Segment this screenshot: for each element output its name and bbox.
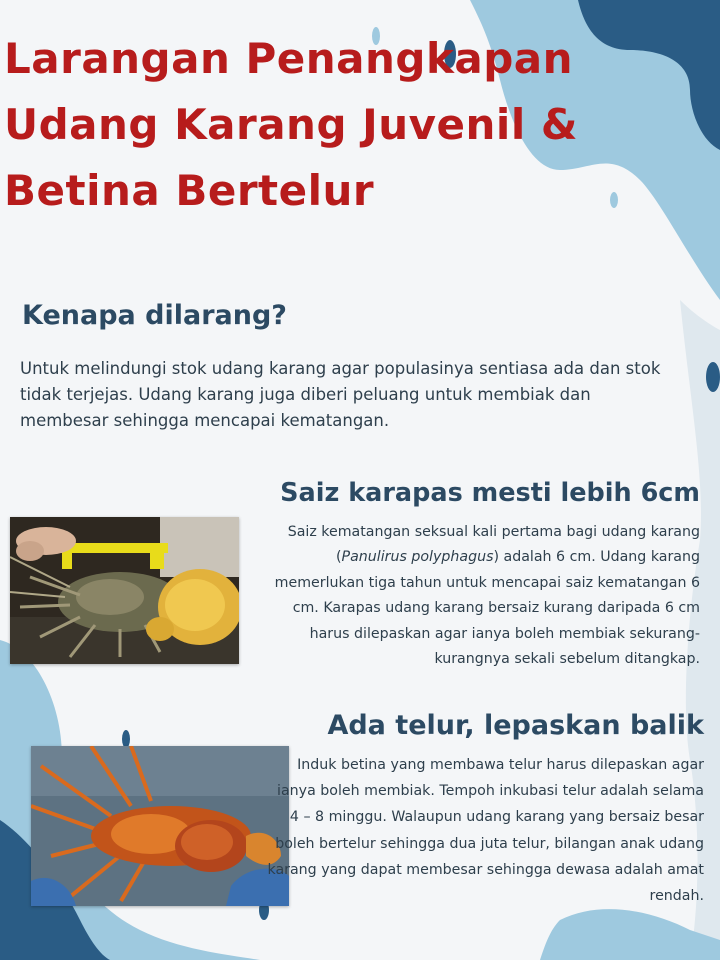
lobster-measure-photo [10, 517, 239, 664]
size-body [260, 520, 700, 672]
size-body-part-1: Saiz kematangan seksual kali pertama bagi udang karang ( [287, 524, 700, 566]
size-body-part-2: ) adalah 6 cm. Udang karang memerlukan tiga tahun untuk mencapai saiz kematangan 6 cm. Karapas udang karang bersaiz kurang daripada 6 cm harus dilepaskan agar ianya boleh membiak sekurang-kurangnya sekali sebelum ditangkap. [274, 549, 700, 668]
why-body: Untuk melindungi stok udang karang agar populasinya sentiasa ada dan stok tidak terjejas. Udang karang juga diberi peluang untuk membiak dan membesar sehingga mencapai kematangan. [20, 359, 661, 430]
species-name: Panulirus polyphagus [341, 549, 494, 566]
berried-lobster-photo [31, 746, 289, 906]
why-heading: Kenapa dilarang? [22, 300, 287, 331]
size-heading: Saiz karapas mesti lebih 6cm [280, 478, 700, 508]
page-title: Larangan Penangkapan Udang Karang Juvenil & Betina Bertelur [4, 34, 578, 215]
eggs-heading: Ada telur, lepaskan balik [327, 710, 704, 741]
eggs-body: Induk betina yang membawa telur harus dilepaskan agar ianya boleh membiak. Tempoh inkubasi telur adalah selama 4 – 8 minggu. Walaupun udang karang yang bersaiz besar boleh bertelur sehingga dua juta telur, bilangan anak udang karang yang dapat membesar sehingga dewasa adalah amat rendah. [267, 757, 704, 905]
